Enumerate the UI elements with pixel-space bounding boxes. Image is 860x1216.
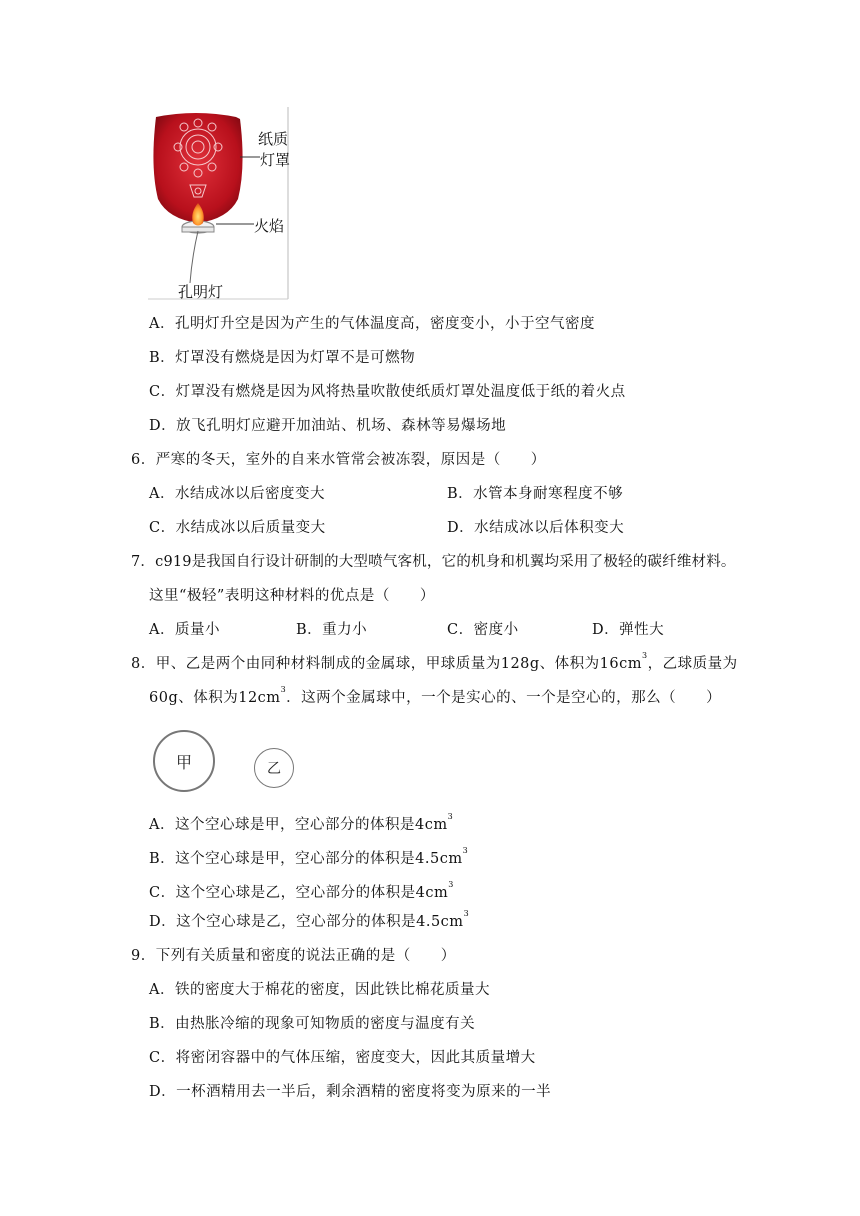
q8-option-a-text: A．这个空心球是甲，空心部分的体积是4cm	[149, 817, 448, 833]
q9-option-a: A．铁的密度大于棉花的密度，因此铁比棉花质量大	[149, 982, 490, 998]
q7-option-c: C．密度小	[447, 622, 519, 638]
cubic-superscript: 3	[642, 651, 648, 660]
q7-option-b: B．重力小	[296, 622, 368, 638]
q6-option-b: B．水管本身耐寒程度不够	[447, 486, 624, 502]
cubic-superscript: 3	[448, 880, 454, 889]
q9-option-d: D．一杯酒精用去一半后，剩余酒精的密度将变为原来的一半	[149, 1084, 552, 1100]
q5-option-c: C．灯罩没有燃烧是因为风将热量吹散使纸质灯罩处温度低于纸的着火点	[149, 384, 626, 400]
cubic-superscript: 3	[462, 846, 469, 855]
q8-option-c	[149, 880, 454, 903]
q5-option-d: D．放飞孔明灯应避开加油站、机场、森林等易爆场地	[149, 418, 507, 434]
q6-stem: 6．严寒的冬天，室外的自来水管常会被冻裂，原因是（ ）	[131, 452, 546, 468]
q8-option-b	[149, 846, 469, 869]
q9-option-b: B．由热胀冷缩的现象可知物质的密度与温度有关	[149, 1016, 476, 1032]
q8-stem-line1-a: 8．甲、乙是两个由同种材料制成的金属球，甲球质量为128g、体积为16cm	[131, 656, 643, 672]
ball-yi: 乙	[254, 748, 294, 788]
cubic-superscript: 3	[447, 812, 454, 821]
q7-stem-line1: 7．c919是我国自行设计研制的大型喷气客机，它的机身和机翼均采用了极轻的碳纤维材料。	[131, 554, 736, 570]
kongming-lantern-figure	[148, 107, 293, 303]
q8-option-b-text: B．这个空心球是甲，空心部分的体积是4.5cm	[149, 851, 463, 867]
cubic-superscript: 3	[463, 909, 470, 918]
q7-option-a: A．质量小	[149, 622, 220, 638]
q9-option-c: C．将密闭容器中的气体压缩，密度变大，因此其质量增大	[149, 1050, 536, 1066]
q8-option-d-text: D．这个空心球是乙，空心部分的体积是4.5cm	[149, 914, 464, 930]
q7-option-d: D．弹性大	[592, 622, 665, 638]
q6-option-a: A．水结成冰以后密度变大	[149, 486, 325, 502]
q8-stem-line2	[149, 685, 722, 708]
q8-option-d	[149, 909, 470, 932]
label-shade: 灯罩	[260, 151, 291, 169]
q5-option-a: A．孔明灯升空是因为产生的气体温度高，密度变小，小于空气密度	[149, 316, 595, 332]
q6-option-d: D．水结成冰以后体积变大	[447, 520, 625, 536]
q5-option-b: B．灯罩没有燃烧是因为灯罩不是可燃物	[149, 350, 416, 366]
q8-option-c-text: C．这个空心球是乙，空心部分的体积是4cm	[149, 885, 449, 901]
q9-stem: 9．下列有关质量和密度的说法正确的是（ ）	[131, 948, 456, 964]
q7-stem-line2: 这里“极轻”表明这种材料的优点是（ ）	[149, 588, 435, 604]
q8-stem-line2-a: 60g、体积为12cm	[149, 690, 281, 706]
q8-option-a	[149, 812, 454, 835]
label-paper: 纸质	[258, 130, 289, 148]
cubic-superscript: 3	[280, 685, 287, 694]
label-flame: 火焰	[254, 217, 285, 235]
q8-stem-line2-b: ．这两个金属球中，一个是实心的、一个是空心的，那么（ ）	[286, 690, 722, 706]
q8-stem-line1-b: ，乙球质量为	[647, 656, 738, 672]
q8-stem-line1	[131, 651, 738, 674]
ball-jia: 甲	[153, 730, 215, 792]
label-kongming-lantern: 孔明灯	[178, 283, 224, 301]
q6-option-c: C．水结成冰以后质量变大	[149, 520, 326, 536]
